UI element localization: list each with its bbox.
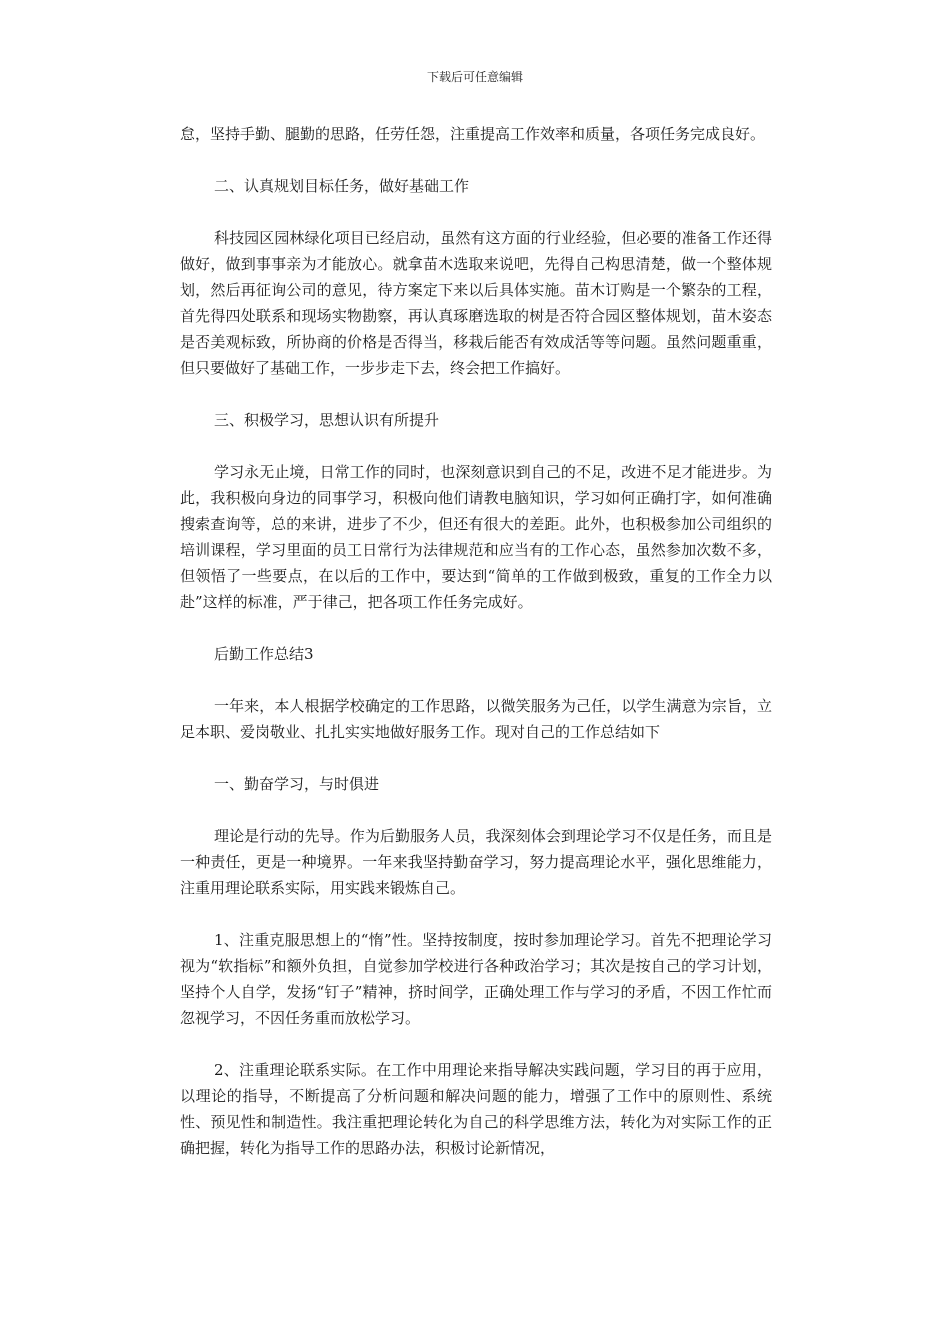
page-header: 下载后可任意编辑: [426, 70, 523, 84]
paragraph: 一年来，本人根据学校确定的工作思路，以微笑服务为己任，以学生满意为宗旨，立足本职、爱岗敬业、扎扎实实地做好服务工作。现对自己的工作总结如下: [180, 697, 772, 741]
document-body: [180, 121, 772, 1187]
document-title: 后勤工作总结3: [214, 645, 314, 663]
paragraph: 学习永无止境，日常工作的同时，也深刻意识到自己的不足，改进不足才能进步。为此，我积极向身边的同事学习，积极向他们请教电脑知识，学习如何正确打字，如何准确搜索查询等，总的来讲，进步了不少，但还有很大的差距。此外，也积极参加公司组织的培训课程，学习里面的员工日常行为法律规范和应当有的工作心态，虽然参加次数不多，但领悟了一些要点，在以后的工作中，要达到“简单的工作做到极致，重复的工作全力以赴”这样的标准，严于律己，把各项工作任务完成好。: [180, 463, 772, 611]
list-item: 2、注重理论联系实际。在工作中用理论来指导解决实践问题，学习目的再于应用，以理论的指导，不断提高了分析问题和解决问题的能力，增强了工作中的原则性、系统性、预见性和制造性。我注重把理论转化为自己的科学思维方法，转化为对实际工作的正确把握，转化为指导工作的思路办法，积极讨论新情况，: [180, 1061, 772, 1157]
paragraph: 科技园区园林绿化项目已经启动，虽然有这方面的行业经验，但必要的准备工作还得做好，做到事事亲为才能放心。就拿苗木选取来说吧，先得自己构思清楚，做一个整体规划，然后再征询公司的意见，待方案定下来以后具体实施。苗木订购是一个繁杂的工程，首先得四处联系和现场实物勘察，再认真琢磨选取的树是否符合园区整体规划，苗木姿态是否美观标致，所协商的价格是否得当，移栽后能否有效成活等等问题。虽然问题重重，但只要做好了基础工作，一步步走下去，终会把工作搞好。: [180, 229, 772, 377]
list-item: 1、注重克服思想上的“惰”性。坚持按制度，按时参加理论学习。首先不把理论学习视为“软指标”和额外负担，自觉参加学校进行各种政治学习；其次是按自己的学习计划，坚持个人自学，发扬“钉子”精神，挤时间学，正确处理工作与学习的矛盾，不因工作忙而忽视学习，不因任务重而放松学习。: [180, 931, 772, 1027]
section-heading-3: 三、积极学习，思想认识有所提升: [214, 411, 440, 429]
section-heading-2: 二、认真规划目标任务，做好基础工作: [214, 177, 470, 195]
paragraph: 理论是行动的先导。作为后勤服务人员，我深刻体会到理论学习不仅是任务，而且是一种责任，更是一种境界。一年来我坚持勤奋学习，努力提高理论水平，强化思维能力，注重用理论联系实际，用实践来锻炼自己。: [180, 827, 772, 897]
paragraph-continuation: 怠，坚持手勤、腿勤的思路，任劳任怨，注重提高工作效率和质量，各项任务完成良好。: [180, 125, 766, 143]
section-heading-1: 一、勤奋学习，与时俱进: [214, 775, 380, 793]
